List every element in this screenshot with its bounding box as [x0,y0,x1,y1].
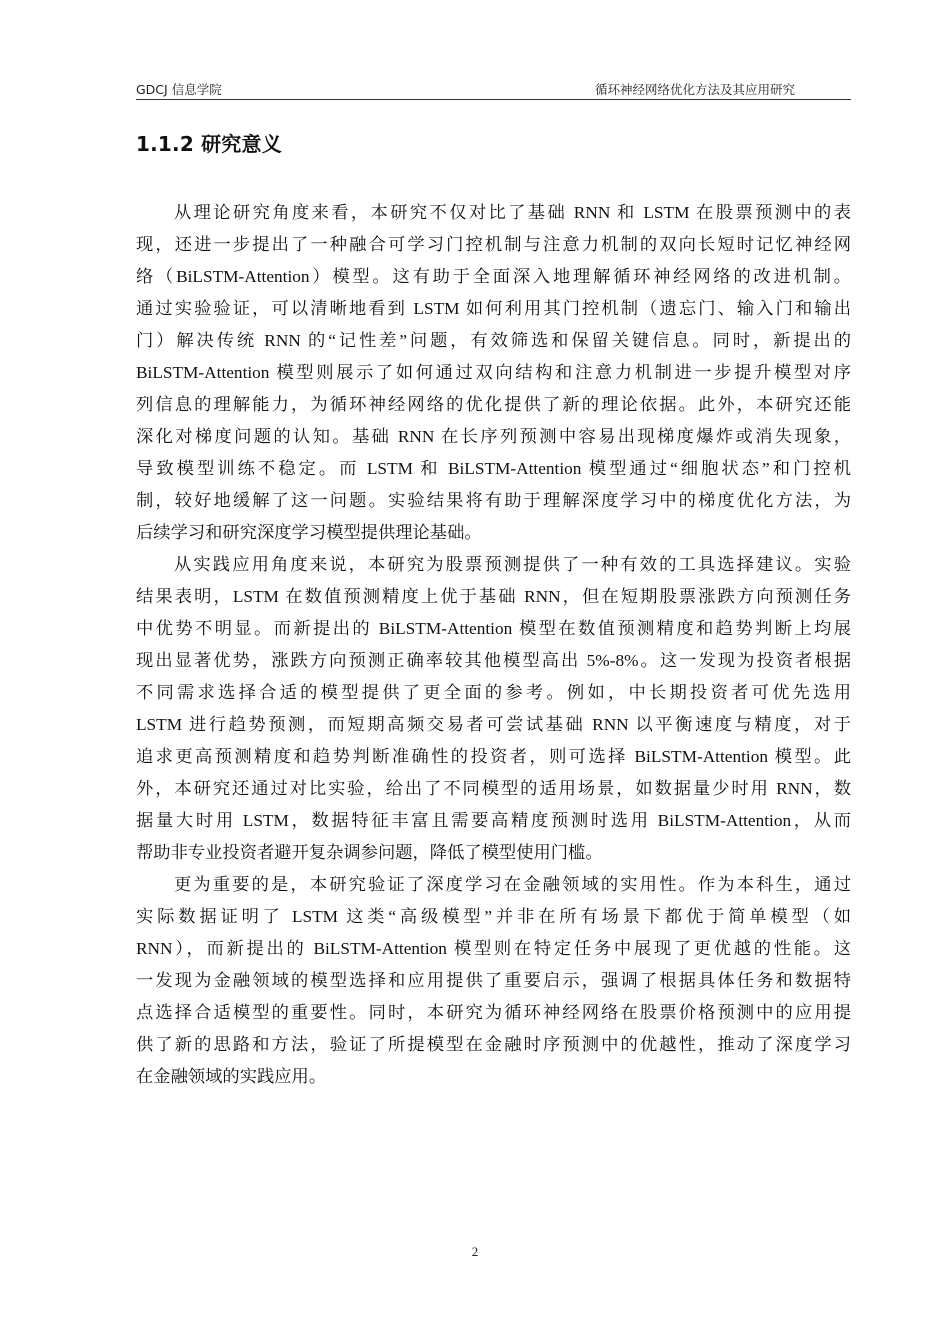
paragraph-2-line: 帮助非专业投资者避开复杂调参问题，降低了模型使用门槛。 [136,843,603,862]
paragraph-3-line: 供了新的思路和方法，验证了所提模型在金融时序预测中的优越性，推动了深度学习 [136,1035,851,1054]
paragraph-1-line: 从理论研究角度来看，本研究不仅对比了基础 RNN 和 LSTM 在股票预测中的表 [174,203,851,222]
paragraph-1-line: 络（BiLSTM-Attention）模型。这有助于全面深入地理解循环神经网络的改进机制。 [136,267,851,286]
paragraph-3-line: 更为重要的是，本研究验证了深度学习在金融领域的实用性。作为本科生，通过 [174,875,851,894]
paragraph-2-line: 结果表明，LSTM 在数值预测精度上优于基础 RNN，但在短期股票涨跌方向预测任务 [136,587,851,606]
paragraph-3-line: 点选择合适模型的重要性。同时，本研究为循环神经网络在股票价格预测中的应用提 [136,1003,851,1022]
paragraph-1-line: BiLSTM-Attention 模型则展示了如何通过双向结构和注意力机制进一步提升模型对序 [136,363,851,382]
page-number: 2 [471,1244,479,1259]
paragraph-3-line: RNN），而新提出的 BiLSTM-Attention 模型则在特定任务中展现了更优越的性能。这 [136,939,851,958]
paragraph-3-line: 一发现为金融领域的模型选择和应用提供了重要启示，强调了根据具体任务和数据特 [136,971,851,990]
paragraph-2-line: 不同需求选择合适的模型提供了更全面的参考。例如，中长期投资者可优先选用 [136,683,851,702]
header-thesis-title: 循环神经网络优化方法及其应用研究 [594,82,795,97]
paragraph-2-line: LSTM 进行趋势预测，而短期高频交易者可尝试基础 RNN 以平衡速度与精度，对于 [136,715,851,734]
paragraph-1-line: 制，较好地缓解了这一问题。实验结果将有助于理解深度学习中的梯度优化方法，为 [136,491,851,510]
section-heading: 1.1.2 研究意义 [136,132,282,156]
paragraph-1-line: 门）解决传统 RNN 的“记性差”问题，有效筛选和保留关键信息。同时，新提出的 [136,331,851,350]
paragraph-1-line: 通过实验验证，可以清晰地看到 LSTM 如何利用其门控机制（遗忘门、输入门和输出 [136,299,851,318]
paragraph-2-line: 中优势不明显。而新提出的 BiLSTM-Attention 模型在数值预测精度和趋势判断上均展 [136,619,851,638]
page-header [136,78,851,98]
paragraph-3-line: 实际数据证明了 LSTM 这类“高级模型”并非在所有场景下都优于简单模型（如 [136,907,851,926]
paragraph-2-line: 外，本研究还通过对比实验，给出了不同模型的适用场景，如数据量少时用 RNN，数 [136,779,851,798]
paragraph-1-line: 导致模型训练不稳定。而 LSTM 和 BiLSTM-Attention 模型通过“细胞状态”和门控机 [136,459,851,478]
paragraph-2-line: 从实践应用角度来说，本研究为股票预测提供了一种有效的工具选择建议。实验 [174,555,851,574]
paragraph-1-line: 现，还进一步提出了一种融合可学习门控机制与注意力机制的双向长短时记忆神经网 [136,235,851,254]
paragraph-3-line: 在金融领域的实践应用。 [136,1067,327,1086]
header-institution: GDCJ 信息学院 [136,82,222,97]
paragraph-1-line: 深化对梯度问题的认知。基础 RNN 在长序列预测中容易出现梯度爆炸或消失现象， [136,427,851,446]
paragraph-1-line: 后续学习和研究深度学习模型提供理论基础。 [136,523,482,542]
body-text [136,197,851,1093]
paragraph-2-line: 现出显著优势，涨跌方向预测正确率较其他模型高出 5%-8%。这一发现为投资者根据 [136,651,851,670]
header-divider [136,99,851,100]
paragraph-2-line: 追求更高预测精度和趋势判断准确性的投资者，则可选择 BiLSTM-Attention 模型。此 [136,747,851,766]
paragraph-2-line: 据量大时用 LSTM，数据特征丰富且需要高精度预测时选用 BiLSTM-Attention，从而 [136,811,851,830]
paragraph-1-line: 列信息的理解能力，为循环神经网络的优化提供了新的理论依据。此外，本研究还能 [136,395,851,414]
